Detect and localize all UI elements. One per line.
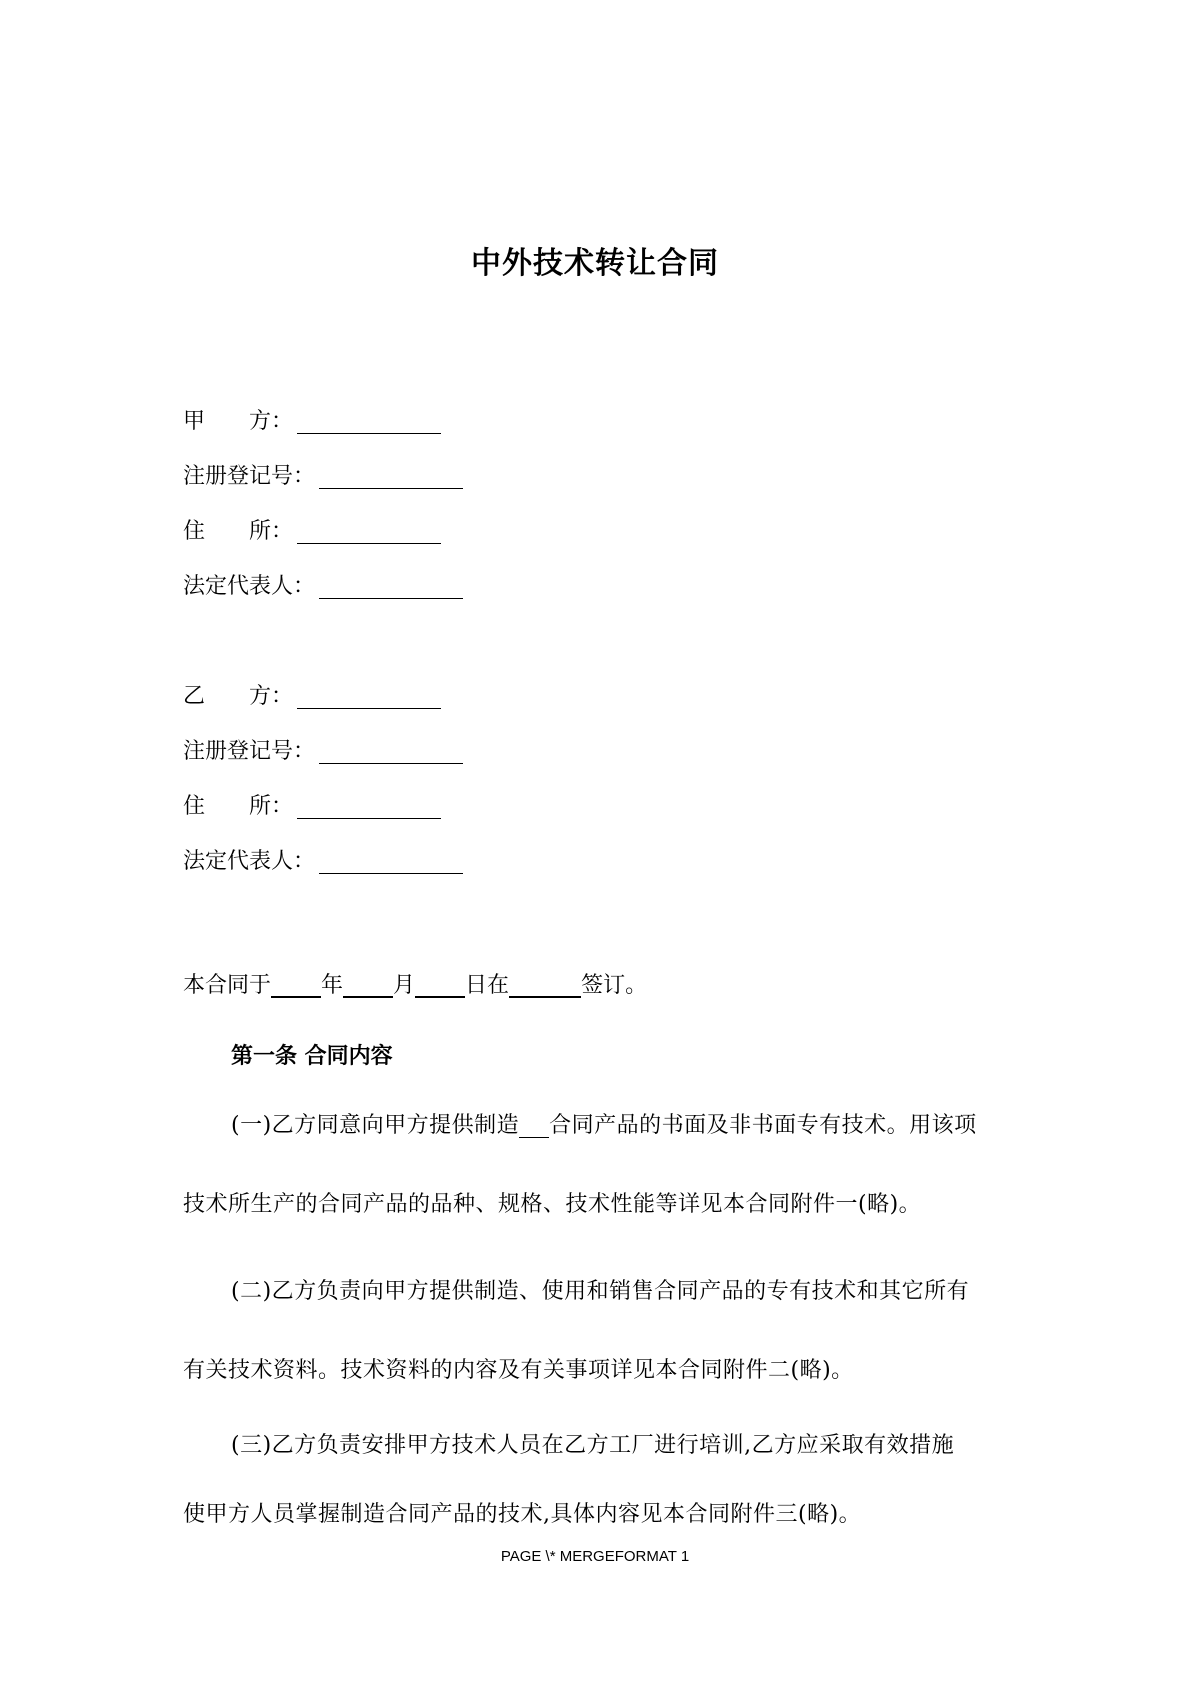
article-1-paragraph-2-line-2: 有关技术资料。技术资料的内容及有关事项详见本合同附件二(略)。 — [183, 1358, 854, 1383]
party-a-blank — [297, 411, 441, 434]
party-a-representative-blank — [319, 576, 463, 599]
signing-year: 年 — [321, 973, 344, 998]
party-b-registration-field — [183, 736, 463, 768]
party-a-address-label: 住 所： — [183, 519, 294, 544]
party-a-registration-label: 注册登记号： — [183, 464, 316, 489]
party-b-representative-label: 法定代表人： — [183, 849, 316, 874]
party-b-representative-blank — [319, 851, 463, 874]
party-a-registration-field — [183, 461, 463, 493]
p1-line1-part-a: (一)乙方同意向甲方提供制造 — [231, 1113, 520, 1138]
party-a-field — [183, 406, 441, 438]
party-b-blank — [297, 686, 441, 709]
party-b-registration-label: 注册登记号： — [183, 739, 316, 764]
party-a-label: 甲 方： — [183, 409, 294, 434]
article-1-paragraph-2-line-1: (二)乙方负责向甲方提供制造、使用和销售合同产品的专有技术和其它所有 — [231, 1279, 970, 1304]
party-a-representative-label: 法定代表人： — [183, 574, 316, 599]
page-footer: PAGE \* MERGEFORMAT 1 — [500, 1548, 690, 1565]
party-b-address-field — [183, 791, 441, 823]
article-1-paragraph-1-line-2: 技术所生产的合同产品的品种、规格、技术性能等详见本合同附件一(略)。 — [183, 1192, 922, 1217]
document-title: 中外技术转让合同 — [471, 246, 719, 281]
signing-month: 月 — [393, 973, 416, 998]
place-blank — [509, 972, 581, 998]
article-1-heading: 第一条 合同内容 — [231, 1043, 393, 1069]
signing-day: 日在 — [465, 973, 510, 998]
article-1-paragraph-1-line-1 — [231, 1110, 977, 1142]
party-b-representative-field — [183, 846, 463, 878]
article-1-paragraph-3-line-1: (三)乙方负责安排甲方技术人员在乙方工厂进行培训,乙方应采取有效措施 — [231, 1433, 955, 1458]
party-a-address-field — [183, 516, 441, 548]
article-1-paragraph-3-line-2: 使甲方人员掌握制造合同产品的技术,具体内容见本合同附件三(略)。 — [183, 1502, 862, 1527]
month-blank — [343, 972, 393, 998]
party-b-address-label: 住 所： — [183, 794, 294, 819]
signing-prefix: 本合同于 — [183, 973, 272, 998]
party-b-registration-blank — [319, 741, 463, 764]
signing-date-line — [183, 970, 647, 1002]
p1-line1-part-b: 合同产品的书面及非书面专有技术。用该项 — [549, 1113, 977, 1138]
party-a-registration-blank — [319, 466, 463, 489]
party-a-representative-field — [183, 571, 463, 603]
year-blank — [271, 972, 321, 998]
signing-suffix: 签订。 — [581, 973, 648, 998]
day-blank — [415, 972, 465, 998]
product-blank — [519, 1115, 549, 1138]
party-b-field — [183, 681, 441, 713]
party-b-address-blank — [297, 796, 441, 819]
party-a-address-blank — [297, 521, 441, 544]
party-b-label: 乙 方： — [183, 684, 294, 709]
